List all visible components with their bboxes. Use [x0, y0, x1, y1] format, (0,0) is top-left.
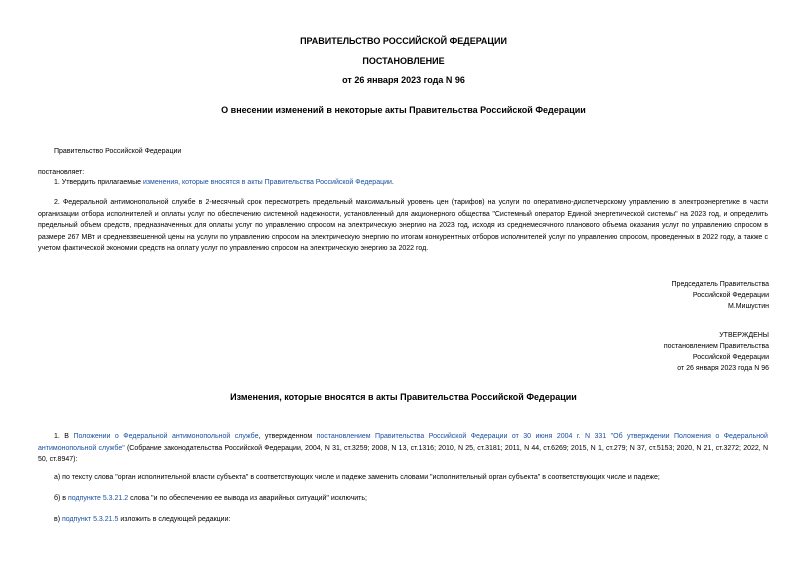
- government-heading: ПРАВИТЕЛЬСТВО РОССИЙСКОЙ ФЕДЕРАЦИИ: [300, 36, 507, 46]
- document-title: О внесении изменений в некоторые акты Правительства Российской Федерации: [221, 105, 586, 115]
- subitem-b-suffix: слова "и по обеспечению ее вывода из аварийных ситуаций" исключить;: [128, 495, 367, 502]
- subitem-c: [54, 514, 230, 525]
- approval-date: от 26 января 2023 года N 96: [677, 365, 769, 372]
- document-date-number: от 26 января 2023 года N 96: [342, 75, 465, 85]
- signature-block: [672, 279, 769, 312]
- changes-link[interactable]: изменения, которые вносятся в акты Правительства Российской Федерации: [142, 179, 392, 186]
- item-1-prefix: 1. Утвердить прилагаемые: [54, 179, 143, 186]
- subclause-5-3-21-5-link[interactable]: подпункт 5.3.21.5: [62, 516, 119, 523]
- signature-name: М.Мишустин: [727, 303, 769, 310]
- resolves-text: постановляет:: [38, 169, 85, 176]
- subitem-c-suffix: изложить в следующей редакции:: [118, 516, 231, 523]
- changes-paragraph-1: [38, 431, 768, 466]
- approval-label: УТВЕРЖДЕНЫ: [719, 332, 769, 339]
- subitem-c-prefix: в): [54, 516, 62, 523]
- resolution-331-link[interactable]: постановлением Правительства Российской Федерации от 30 июня 2004 г. N 331 "Об утверждении Положения о Федеральной антимонопольной службе": [38, 433, 768, 452]
- approval-block: [664, 330, 769, 374]
- paragraph-1-mid: , утвержденном: [258, 433, 317, 440]
- signature-position: Председатель Правительства: [671, 281, 769, 288]
- paragraph-1-rest: (Собрание законодательства Российской Федерации, 2004, N 31, ст.3259; 2008, N 13, ст.1316; 2010, N 25, ст.3181; 2011, N 44, ст.6269; 2015, N 1, ст.279; N 37, ст.5153; 2020, N 21, ст.3272; 2022, N 50, ст.8947):: [38, 444, 768, 463]
- item-1-suffix: .: [391, 179, 394, 186]
- approval-by: постановлением Правительства: [663, 343, 769, 350]
- paragraph-1-number: 1. В: [54, 433, 74, 440]
- item-1: [54, 177, 394, 188]
- changes-title: Изменения, которые вносятся в акты Правительства Российской Федерации: [230, 392, 577, 402]
- subitem-b: [54, 493, 367, 504]
- fas-regulation-link[interactable]: Положении о Федеральной антимонопольной службе: [73, 433, 259, 440]
- subitem-b-prefix: б) в: [54, 495, 68, 502]
- approval-country: Российской Федерации: [692, 354, 769, 361]
- intro-text: Правительство Российской Федерации: [54, 148, 182, 155]
- subitem-a: а) по тексту слова "орган исполнительной власти субъекта" в соответствующих числе и падеже заменить словами "исполнительный орган субъекта" в соответствующих числе и падеже;: [54, 474, 660, 481]
- subclause-5-3-21-2-link[interactable]: подпункте 5.3.21.2: [67, 495, 129, 502]
- document-type: ПОСТАНОВЛЕНИЕ: [362, 56, 445, 66]
- signature-country: Российской Федерации: [692, 292, 769, 299]
- item-2: 2. Федеральной антимонопольной службе в 2-месячный срок пересмотреть предельный максимальный уровень цен (тарифов) на услуги по оперативно-диспетчерскому управлению в электроэнергетике в части организации отбора исполнителей и оплаты услуг по обеспечению системной надежности, установленный для акционерного общества "Системный оператор Единой энергетической системы" на 2023 год, и определить предельный объем средств, предназначенных для оплаты услуг по управлению спросом на электрическую энергию на 2023 год, исходя из среднемесячного планового объема оказания услуг по управлению спросом в размере 267 МВт и средневзвешенной цены на услуги по управлению спросом на электрическую энергию по итогам конкурентных отборов исполнителей услуг по управлению спросом, проведенных в 2022 году, а также с учетом фактической экономии средств на оплату услуг по управлению спросом на электрическую энергию за 2022 год.: [38, 199, 768, 252]
